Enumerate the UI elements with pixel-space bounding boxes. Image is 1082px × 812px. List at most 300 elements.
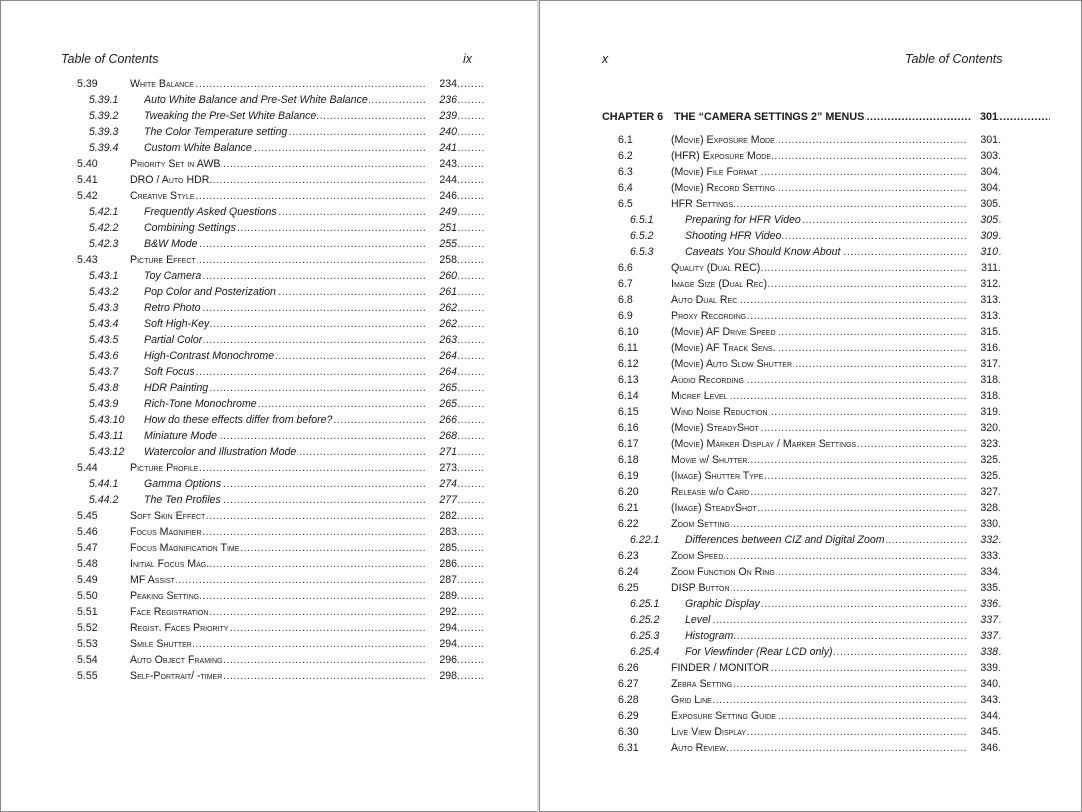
toc-entry-title: Graphic Display [685, 598, 760, 610]
toc-entry[interactable] [77, 300, 457, 316]
toc-entry-title: Grid Line [671, 694, 712, 706]
toc-entry-title: Priority Set in AWB [130, 158, 221, 170]
toc-entry-number: 5.47 [77, 542, 98, 554]
toc-entry-page: 304 [968, 180, 998, 196]
toc-entry-number: 6.25.1 [630, 598, 660, 610]
toc-entry-number: 5.53 [77, 638, 98, 650]
toc-entry[interactable] [77, 220, 457, 236]
toc-entry-title: Differences between CIZ and Digital Zoom [685, 534, 885, 546]
toc-entry-number: 5.43.6 [89, 350, 119, 362]
toc-entry-leader [671, 404, 1001, 420]
toc-entry-page: 244 [427, 172, 457, 188]
toc-entry-title: Frequently Asked Questions [144, 206, 277, 218]
toc-entry-number: 6.16 [618, 422, 639, 434]
toc-entry[interactable] [602, 692, 998, 708]
toc-entry-number: 6.22 [618, 518, 639, 530]
toc-entry[interactable] [602, 372, 998, 388]
toc-entry-title: Zoom Speed [671, 550, 724, 562]
toc-entry-number: 6.24 [618, 566, 639, 578]
toc-entry-number: 6.31 [618, 742, 639, 754]
toc-entry[interactable] [602, 340, 998, 356]
toc-entry-title: B&W Mode [144, 238, 198, 250]
left-header-title: Table of Contents [61, 52, 159, 66]
toc-entry[interactable] [602, 484, 998, 500]
toc-entry-title: Custom White Balance [144, 142, 252, 154]
toc-entry[interactable] [77, 332, 457, 348]
toc-entry-number: 6.11 [618, 342, 638, 354]
toc-entry-leader [671, 724, 1001, 740]
right-header-title: Table of Contents [905, 52, 1003, 66]
toc-entry[interactable] [602, 452, 998, 468]
toc-entry-title: Gamma Options [144, 478, 222, 490]
toc-entry-page: 344 [968, 708, 998, 724]
toc-entry[interactable] [602, 644, 998, 660]
toc-entry-title: Partial Color [144, 334, 203, 346]
toc-entry[interactable] [602, 196, 998, 212]
toc-entry[interactable] [602, 564, 998, 580]
toc-entry-page: 283 [427, 524, 457, 540]
toc-entry[interactable] [77, 652, 457, 668]
toc-entry-page: 316 [968, 340, 998, 356]
toc-entry-leader [671, 372, 1001, 388]
toc-entry-title: Proxy Recording [671, 310, 747, 322]
toc-entry-number: 6.20 [618, 486, 639, 498]
toc-entry-number: 5.43.8 [89, 382, 119, 394]
toc-entry[interactable] [77, 380, 457, 396]
toc-entry-page: 303 [968, 148, 998, 164]
toc-entry[interactable] [602, 164, 998, 180]
toc-entry-leader [671, 740, 1001, 756]
toc-entry[interactable] [602, 404, 998, 420]
toc-entry[interactable] [602, 148, 998, 164]
toc-entry-page: 325 [968, 452, 998, 468]
toc-entry-leader [671, 180, 1001, 196]
toc-entry-number: 6.5.3 [630, 246, 654, 258]
toc-entry[interactable] [77, 364, 457, 380]
toc-entry-number: 6.30 [618, 726, 639, 738]
toc-entry-number: 6.5 [618, 198, 633, 210]
toc-entry[interactable] [602, 308, 998, 324]
toc-entry-page: 330 [968, 516, 998, 532]
toc-entry[interactable] [602, 244, 998, 260]
toc-entry-number: 5.39.1 [89, 94, 119, 106]
toc-entry[interactable] [77, 396, 457, 412]
toc-entry[interactable] [77, 76, 457, 92]
toc-entry-number: 6.26 [618, 662, 639, 674]
toc-entry-page: 294 [427, 636, 457, 652]
toc-entry-page: 339 [968, 660, 998, 676]
toc-entry[interactable] [602, 612, 998, 628]
toc-entry[interactable] [602, 436, 998, 452]
toc-entry-title: Focus Magnifier [130, 526, 202, 538]
toc-entry-title: FINDER / MONITOR [671, 662, 770, 674]
toc-entry-page: 336 [968, 596, 998, 612]
toc-entry[interactable] [602, 420, 998, 436]
toc-entry-leader [671, 516, 1001, 532]
toc-entry-leader [685, 596, 1001, 612]
toc-entry-number: 5.41 [77, 174, 98, 186]
toc-entry-leader [671, 388, 1001, 404]
toc-entry-page: 265 [427, 380, 457, 396]
toc-entry-leader [671, 324, 1001, 340]
toc-entry-title: (HFR) Exposure Mode [671, 150, 772, 162]
toc-entry-page: 318 [968, 372, 998, 388]
toc-entry-title: Image Size (Dual Rec) [671, 278, 768, 290]
toc-entry[interactable] [77, 204, 457, 220]
toc-entry-title: Smile Shutter [130, 638, 192, 650]
toc-entry-title: Rich-Tone Monochrome [144, 398, 257, 410]
toc-entry-page: 282 [427, 508, 457, 524]
toc-entry[interactable] [77, 604, 457, 620]
toc-entry-page: 312 [968, 276, 998, 292]
toc-entry[interactable] [602, 516, 998, 532]
toc-entry[interactable] [602, 388, 998, 404]
toc-entry-title: Auto Review [671, 742, 726, 754]
toc-entry-number: 6.21 [618, 502, 639, 514]
toc-entry-leader [671, 420, 1001, 436]
toc-entry-title: Toy Camera [144, 270, 202, 282]
toc-entry[interactable] [602, 628, 998, 644]
toc-entry-page: 325 [968, 468, 998, 484]
toc-entry-page: 273 [427, 460, 457, 476]
toc-entry-title: DRO / Auto HDR [130, 174, 210, 186]
toc-entry-page: 332 [968, 532, 998, 548]
toc-entry-leader [671, 500, 1001, 516]
toc-entry-leader [685, 532, 1001, 548]
toc-entry-page: 333 [968, 548, 998, 564]
toc-entry-title: Level [685, 614, 711, 626]
toc-entry[interactable] [602, 708, 998, 724]
toc-entry-number: 5.46 [77, 526, 98, 538]
chapter-heading[interactable] [602, 108, 998, 126]
toc-entry-page: 301 [968, 132, 998, 148]
toc-entry-title: Regist. Faces Priority [130, 622, 229, 634]
toc-entry-title: (Movie) Exposure Mode [671, 134, 775, 146]
toc-entry-leader [671, 292, 1001, 308]
toc-entry-title: Soft Focus [144, 366, 195, 378]
toc-entry-number: 5.43.5 [89, 334, 119, 346]
toc-entry-title: (Movie) AF Drive Speed [671, 326, 776, 338]
toc-entry[interactable] [602, 580, 998, 596]
toc-entry-page: 287 [427, 572, 457, 588]
toc-entry-leader [685, 644, 1001, 660]
toc-entry-number: 6.7 [618, 278, 633, 290]
toc-entry-title: How do these effects differ from before? [144, 414, 333, 426]
toc-entry-page: 309 [968, 228, 998, 244]
toc-entry[interactable] [602, 548, 998, 564]
left-toc-list [77, 76, 457, 684]
toc-entry[interactable] [77, 284, 457, 300]
toc-entry-page: 260 [427, 268, 457, 284]
toc-entry-page: 313 [968, 292, 998, 308]
toc-entry-number: 5.43.11 [89, 430, 124, 442]
toc-entry-number: 6.1 [618, 134, 633, 146]
toc-entry-title: (Image) SteadyShot [671, 502, 757, 514]
toc-entry-title: (Movie) File Format [671, 166, 758, 178]
toc-entry[interactable] [602, 132, 998, 148]
chapter-page: 301 [972, 108, 998, 126]
toc-entry[interactable] [602, 260, 998, 276]
toc-entry[interactable] [77, 268, 457, 284]
toc-entry[interactable] [77, 476, 457, 492]
toc-entry[interactable] [77, 620, 457, 636]
toc-entry-leader [671, 452, 1001, 468]
toc-entry-page: 337 [968, 612, 998, 628]
toc-entry-title: Caveats You Should Know About [685, 246, 841, 258]
toc-entry-page: 346 [968, 740, 998, 756]
toc-entry-title: Picture Effect [130, 254, 196, 266]
toc-entry-number: 6.28 [618, 694, 639, 706]
toc-entry-leader [671, 692, 1001, 708]
toc-entry-page: 255 [427, 236, 457, 252]
toc-entry-number: 5.44 [77, 462, 98, 474]
toc-entry[interactable] [77, 188, 457, 204]
toc-entry-page: 261 [427, 284, 457, 300]
toc-entry[interactable] [77, 124, 457, 140]
chapter-title: THE “CAMERA SETTINGS 2” MENUS [674, 111, 865, 123]
toc-entry[interactable] [77, 444, 457, 460]
toc-entry[interactable] [602, 724, 998, 740]
toc-entry-number: 5.51 [77, 606, 98, 618]
toc-entry[interactable] [77, 348, 457, 364]
toc-entry-title: Live View Display [671, 726, 746, 738]
toc-entry-leader [671, 660, 1001, 676]
toc-entry-page: 246 [427, 188, 457, 204]
toc-entry-page: 271 [427, 444, 457, 460]
toc-entry-number: 5.42.3 [89, 238, 119, 250]
toc-entry-page: 264 [427, 348, 457, 364]
toc-entry-number: 6.25.4 [630, 646, 660, 658]
toc-entry-page: 334 [968, 564, 998, 580]
toc-entry[interactable] [77, 108, 457, 124]
toc-entry[interactable] [77, 92, 457, 108]
toc-entry[interactable] [77, 412, 457, 428]
toc-entry-page: 251 [427, 220, 457, 236]
toc-entry[interactable] [77, 668, 457, 684]
toc-entry-title: Focus Magnification Time [130, 542, 240, 554]
toc-entry[interactable] [602, 740, 998, 756]
toc-entry-title: Self-Portrait/ -timer [130, 670, 223, 682]
toc-entry-title: Wind Noise Reduction [671, 406, 768, 418]
toc-entry-page: 268 [427, 428, 457, 444]
toc-entry-number: 5.55 [77, 670, 98, 682]
toc-entry-page: 328 [968, 500, 998, 516]
toc-entry-number: 6.27 [618, 678, 639, 690]
toc-entry-leader [671, 356, 1001, 372]
toc-entry-page: 338 [968, 644, 998, 660]
toc-entry-title: Tweaking the Pre-Set White Balance [144, 110, 317, 122]
toc-entry-title: Auto Dual Rec [671, 294, 738, 306]
toc-entry-number: 6.10 [618, 326, 639, 338]
toc-entry[interactable] [602, 468, 998, 484]
toc-entry-title: Auto Object Framing [130, 654, 223, 666]
toc-entry-leader [685, 628, 1001, 644]
toc-entry-number: 5.43.10 [89, 414, 125, 426]
toc-entry-page: 277 [427, 492, 457, 508]
toc-entry-number: 6.29 [618, 710, 639, 722]
toc-entry-page: 305 [968, 196, 998, 212]
toc-entry-title: Watercolor and Illustration Mode [144, 446, 297, 458]
toc-entry-page: 289 [427, 588, 457, 604]
toc-entry[interactable] [602, 500, 998, 516]
toc-entry-leader [671, 308, 1001, 324]
toc-entry[interactable] [602, 228, 998, 244]
toc-entry[interactable] [602, 292, 998, 308]
toc-entry-leader [671, 276, 1001, 292]
toc-entry[interactable] [77, 508, 457, 524]
toc-entry[interactable] [602, 212, 998, 228]
toc-entry-number: 6.6 [618, 262, 633, 274]
toc-entry-number: 6.25 [618, 582, 639, 594]
toc-entry-number: 5.50 [77, 590, 98, 602]
toc-entry[interactable] [77, 556, 457, 572]
toc-entry[interactable] [602, 324, 998, 340]
toc-entry-number: 5.44.2 [89, 494, 119, 506]
toc-entry-leader [671, 548, 1001, 564]
toc-entry-title: Miniature Mode [144, 430, 218, 442]
toc-entry-leader [685, 612, 1001, 628]
toc-entry[interactable] [77, 172, 457, 188]
toc-entry-number: 6.15 [618, 406, 639, 418]
toc-entry-page: 243 [427, 156, 457, 172]
toc-entry-title: Quality (Dual REC) [671, 262, 761, 274]
toc-entry-page: 327 [968, 484, 998, 500]
toc-entry[interactable] [77, 316, 457, 332]
toc-entry-page: 265 [427, 396, 457, 412]
toc-entry[interactable] [77, 572, 457, 588]
toc-entry-title: MF Assist [130, 574, 175, 586]
toc-entry-title: (Movie) SteadyShot [671, 422, 759, 434]
toc-entry-leader [685, 212, 1001, 228]
left-page-number: ix [463, 52, 473, 66]
toc-entry-page: 286 [427, 556, 457, 572]
toc-entry-page: 345 [968, 724, 998, 740]
toc-entry-page: 310 [968, 244, 998, 260]
toc-entry-page: 313 [968, 308, 998, 324]
toc-entry-number: 6.12 [618, 358, 639, 370]
toc-entry-title: Zoom Function On Ring [671, 566, 775, 578]
toc-entry-number: 5.54 [77, 654, 98, 666]
toc-entry-title: Shooting HFR Video [685, 230, 782, 242]
toc-entry-leader [671, 164, 1001, 180]
toc-entry[interactable] [77, 540, 457, 556]
toc-entry-number: 5.42 [77, 190, 98, 202]
toc-entry-leader [685, 244, 1001, 260]
toc-entry[interactable] [602, 180, 998, 196]
toc-entry[interactable] [77, 636, 457, 652]
toc-entry-page: 236 [427, 92, 457, 108]
toc-entry-page: 263 [427, 332, 457, 348]
toc-entry[interactable] [77, 524, 457, 540]
toc-entry-number: 5.43.1 [89, 270, 119, 282]
toc-entry-leader [671, 132, 1001, 148]
toc-entry-page: 239 [427, 108, 457, 124]
toc-entry-title: Zoom Setting [671, 518, 730, 530]
toc-entry[interactable] [77, 460, 457, 476]
toc-entry-title: (Image) Shutter Type [671, 470, 764, 482]
toc-entry[interactable] [602, 276, 998, 292]
toc-entry[interactable] [77, 252, 457, 268]
toc-entry-page: 249 [427, 204, 457, 220]
toc-entry-title: Pop Color and Posterization [144, 286, 276, 298]
toc-entry-leader [671, 580, 1001, 596]
toc-entry[interactable] [602, 356, 998, 372]
toc-entry-number: 6.13 [618, 374, 639, 386]
right-toc-list [602, 132, 998, 756]
toc-entry[interactable] [77, 492, 457, 508]
toc-entry-number: 5.39.2 [89, 110, 119, 122]
toc-entry[interactable] [77, 236, 457, 252]
toc-entry-title: Face Registration [130, 606, 209, 618]
toc-entry-title: The Ten Profiles [144, 494, 221, 506]
toc-entry-page: 305 [968, 212, 998, 228]
toc-entry-page: 274 [427, 476, 457, 492]
toc-entry-leader [671, 260, 1001, 276]
toc-entry-page: 262 [427, 300, 457, 316]
toc-entry-page: 340 [968, 676, 998, 692]
toc-entry[interactable] [602, 532, 998, 548]
toc-entry-title: Release w/o Card [671, 486, 750, 498]
toc-entry-page: 240 [427, 124, 457, 140]
toc-entry-title: Creative Style [130, 190, 195, 202]
toc-entry-number: 5.43.4 [89, 318, 119, 330]
toc-entry-number: 5.45 [77, 510, 98, 522]
toc-entry-title: (Movie) Auto Slow Shutter [671, 358, 793, 370]
toc-entry-page: 323 [968, 436, 998, 452]
toc-entry-number: 6.25.2 [630, 614, 660, 626]
toc-entry-page: 335 [968, 580, 998, 596]
toc-entry-title: Preparing for HFR Video [685, 214, 801, 226]
toc-entry-page: 317 [968, 356, 998, 372]
toc-entry-number: 6.23 [618, 550, 639, 562]
toc-entry[interactable] [77, 140, 457, 156]
toc-entry-page: 319 [968, 404, 998, 420]
toc-entry-page: 296 [427, 652, 457, 668]
toc-entry-number: 5.52 [77, 622, 98, 634]
toc-entry-leader [671, 468, 1001, 484]
toc-entry-title: Micref Level [671, 390, 728, 402]
toc-entry[interactable] [602, 660, 998, 676]
toc-entry-title: HFR Settings [671, 198, 734, 210]
toc-entry-number: 5.43.7 [89, 366, 119, 378]
toc-entry-page: 320 [968, 420, 998, 436]
toc-entry[interactable] [602, 676, 998, 692]
toc-entry-page: 285 [427, 540, 457, 556]
toc-entry-number: 6.5.1 [630, 214, 654, 226]
right-page-number: x [602, 52, 609, 66]
toc-entry-title: Retro Photo [144, 302, 201, 314]
toc-entry-number: 5.43.12 [89, 446, 125, 458]
toc-entry[interactable] [77, 588, 457, 604]
toc-entry-title: Histogram [685, 630, 734, 642]
toc-entry-leader [671, 484, 1001, 500]
toc-entry-title: (Movie) AF Track Sens. [671, 342, 776, 354]
toc-entry-leader [671, 436, 1001, 452]
toc-entry-page: 315 [968, 324, 998, 340]
toc-entry-number: 6.25.3 [630, 630, 660, 642]
toc-entry-page: 241 [427, 140, 457, 156]
toc-entry[interactable] [602, 596, 998, 612]
toc-entry-title: Audio Recording [671, 374, 744, 386]
toc-entry-number: 5.43.9 [89, 398, 119, 410]
toc-entry-number: 5.39.3 [89, 126, 119, 138]
toc-entry-leader [685, 228, 1001, 244]
toc-entry[interactable] [77, 428, 457, 444]
toc-entry-number: 6.8 [618, 294, 633, 306]
toc-entry-title: Picture Profile [130, 462, 199, 474]
toc-entry[interactable] [77, 156, 457, 172]
toc-entry-number: 6.3 [618, 166, 633, 178]
